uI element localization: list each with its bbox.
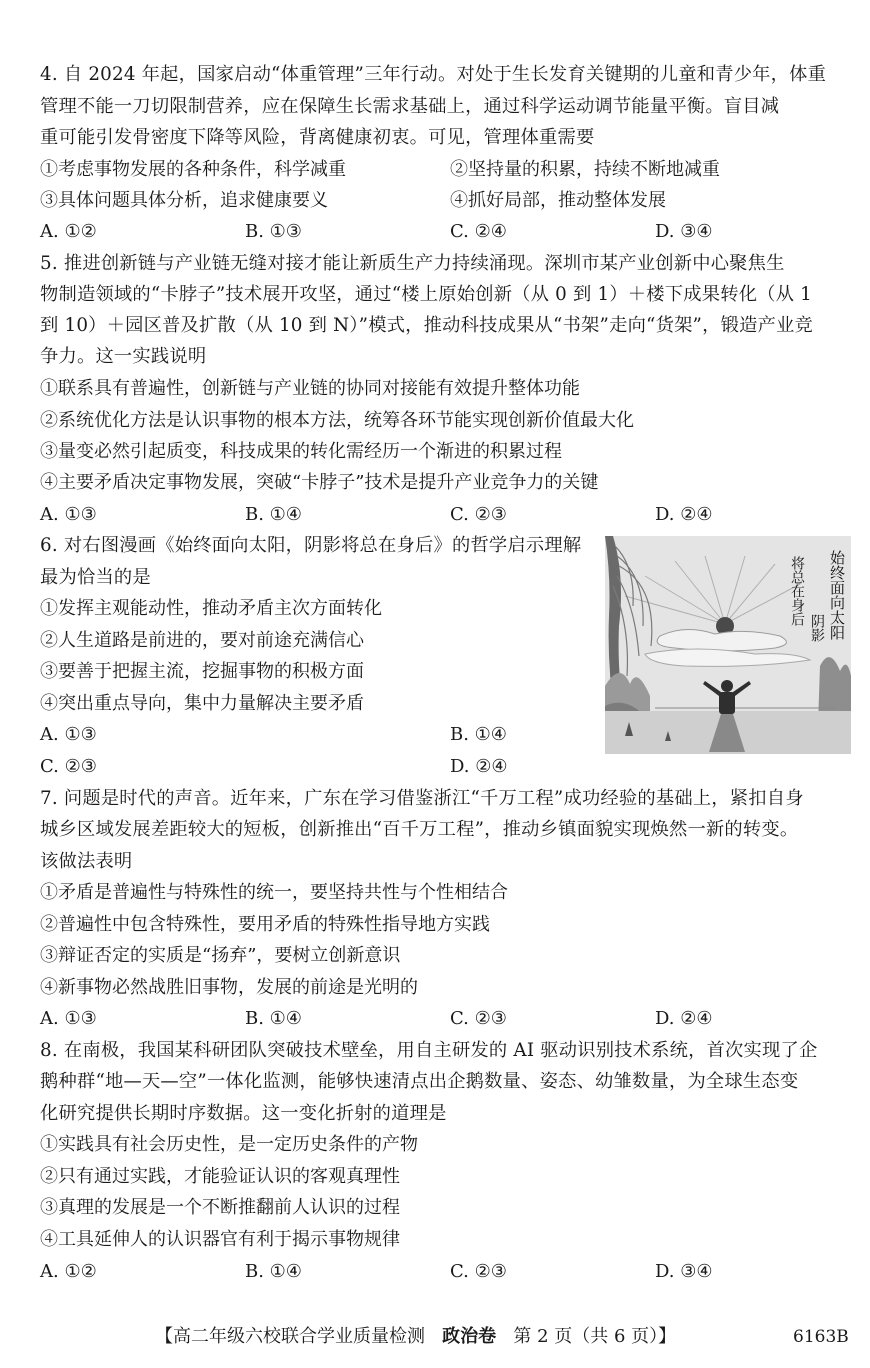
answer-option-d: D. ②④: [655, 1008, 713, 1029]
statement: ②普遍性中包含特殊性，要用矛盾的特殊性指导地方实践: [40, 914, 490, 935]
question-stem-line: 4. 自 2024 年起，国家启动“体重管理”三年行动。对处于生长发育关键期的儿童和青少年，体重: [40, 64, 827, 85]
answer-option-c: C. ②③: [450, 504, 507, 525]
answer-option-a: A. ①②: [40, 221, 97, 242]
answer-option-a: A. ①③: [40, 1008, 97, 1029]
statement: ①发挥主观能动性，推动矛盾主次方面转化: [40, 598, 382, 619]
statement: ④主要矛盾决定事物发展，突破“卡脖子”技术是提升产业竞争力的关键: [40, 472, 599, 493]
footer-subject: 政治卷: [442, 1326, 497, 1347]
question-stem-line: 6. 对右图漫画《始终面向太阳，阴影将总在身后》的哲学启示理解: [40, 535, 582, 556]
answer-option-d: D. ②④: [655, 504, 713, 525]
question-stem-line: 重可能引发骨密度下降等风险，背离健康初衷。可见，管理体重需要: [40, 127, 595, 148]
question-stem-line: 最为恰当的是: [40, 567, 151, 588]
answer-option-d: D. ②④: [450, 756, 508, 777]
answer-option-a: A. ①③: [40, 724, 97, 745]
answer-option-b: B. ①③: [245, 221, 302, 242]
cartoon-image: [605, 536, 851, 754]
question-stem-line: 化研究提供长期时序数据。这一变化折射的道理是: [40, 1103, 447, 1124]
statement: ①考虑事物发展的各种条件，科学减重: [40, 159, 346, 180]
statement: ①矛盾是普遍性与特殊性的统一，要坚持共性与个性相结合: [40, 882, 508, 903]
question-stem-line: 7. 问题是时代的声音。近年来，广东在学习借鉴浙江“千万工程”成功经验的基础上，紧扣自身: [40, 788, 804, 809]
question-stem-line: 8. 在南极，我国某科研团队突破技术壁垒，用自主研发的 AI 驱动识别技术系统，首次实现了企: [40, 1040, 818, 1061]
question-stem-line: 管理不能一刀切限制营养，应在保障生长需求基础上，通过科学运动调节能量平衡。盲目减: [40, 96, 780, 117]
answer-option-b: B. ①④: [245, 1261, 302, 1282]
answer-option-c: C. ②③: [450, 1008, 507, 1029]
statement: ③具体问题具体分析，追求健康要义: [40, 190, 328, 211]
answer-option-b: B. ①④: [450, 724, 507, 745]
statement: ②人生道路是前进的，要对前途充满信心: [40, 630, 364, 651]
answer-option-a: A. ①②: [40, 1261, 97, 1282]
cartoon-caption-right2: 阴影: [809, 614, 825, 642]
answer-option-a: A. ①③: [40, 504, 97, 525]
statement: ①联系具有普遍性，创新链与产业链的协同对接能有效提升整体功能: [40, 378, 580, 399]
statement: ②坚持量的积累，持续不断地减重: [450, 159, 720, 180]
cartoon-caption-left: 将总在身后: [789, 556, 805, 626]
question-stem-line: 争力。这一实践说明: [40, 346, 207, 367]
cartoon-caption-right: 始终面向太阳: [828, 550, 846, 640]
answer-option-c: C. ②③: [450, 1261, 507, 1282]
statement: ④抓好局部，推动整体发展: [450, 190, 666, 211]
question-stem-line: 到 10）＋园区普及扩散（从 10 到 N）”模式，推动科技成果从“书架”走向“货架”，锻造产业竞: [40, 315, 813, 336]
question-stem-line: 物制造领域的“卡脖子”技术展开攻坚，通过“楼上原始创新（从 0 到 1）＋楼下成果转化（从 1: [40, 284, 812, 305]
page-footer: [155, 1322, 676, 1352]
question-stem-line: 鹅种群“地—天—空”一体化监测，能够快速清点出企鹅数量、姿态、幼雏数量，为全球生态变: [40, 1071, 799, 1092]
statement: ③量变必然引起质变，科技成果的转化需经历一个渐进的积累过程: [40, 441, 562, 462]
answer-option-d: D. ③④: [655, 1261, 713, 1282]
statement: ④新事物必然战胜旧事物，发展的前途是光明的: [40, 977, 418, 998]
statement: ①实践具有社会历史性，是一定历史条件的产物: [40, 1134, 418, 1155]
footer-exam-title: 【高二年级六校联合学业质量检测: [155, 1326, 425, 1347]
answer-option-b: B. ①④: [245, 504, 302, 525]
statement: ③辩证否定的实质是“扬弃”，要树立创新意识: [40, 945, 401, 966]
cartoon-illustration: [605, 536, 851, 754]
answer-option-c: C. ②④: [450, 221, 507, 242]
answer-option-b: B. ①④: [245, 1008, 302, 1029]
answer-option-c: C. ②③: [40, 756, 97, 777]
question-stem-line: 5. 推进创新链与产业链无缝对接才能让新质生产力持续涌现。深圳市某产业创新中心聚焦生: [40, 253, 785, 274]
statement: ③要善于把握主流，挖掘事物的积极方面: [40, 661, 364, 682]
footer-code: 6163B: [793, 1327, 849, 1347]
question-stem-line: 城乡区域发展差距较大的短板，创新推出“百千万工程”，推动乡镇面貌实现焕然一新的转变。: [40, 819, 799, 840]
footer-page-number: 第 2 页（共 6 页）】: [513, 1326, 677, 1347]
statement: ④工具延伸人的认识器官有利于揭示事物规律: [40, 1229, 400, 1250]
statement: ④突出重点导向，集中力量解决主要矛盾: [40, 693, 364, 714]
answer-option-d: D. ③④: [655, 221, 713, 242]
statement: ③真理的发展是一个不断推翻前人认识的过程: [40, 1197, 400, 1218]
statement: ②只有通过实践，才能验证认识的客观真理性: [40, 1166, 400, 1187]
statement: ②系统优化方法是认识事物的根本方法，统筹各环节能实现创新价值最大化: [40, 410, 634, 431]
question-stem-line: 该做法表明: [40, 851, 133, 872]
